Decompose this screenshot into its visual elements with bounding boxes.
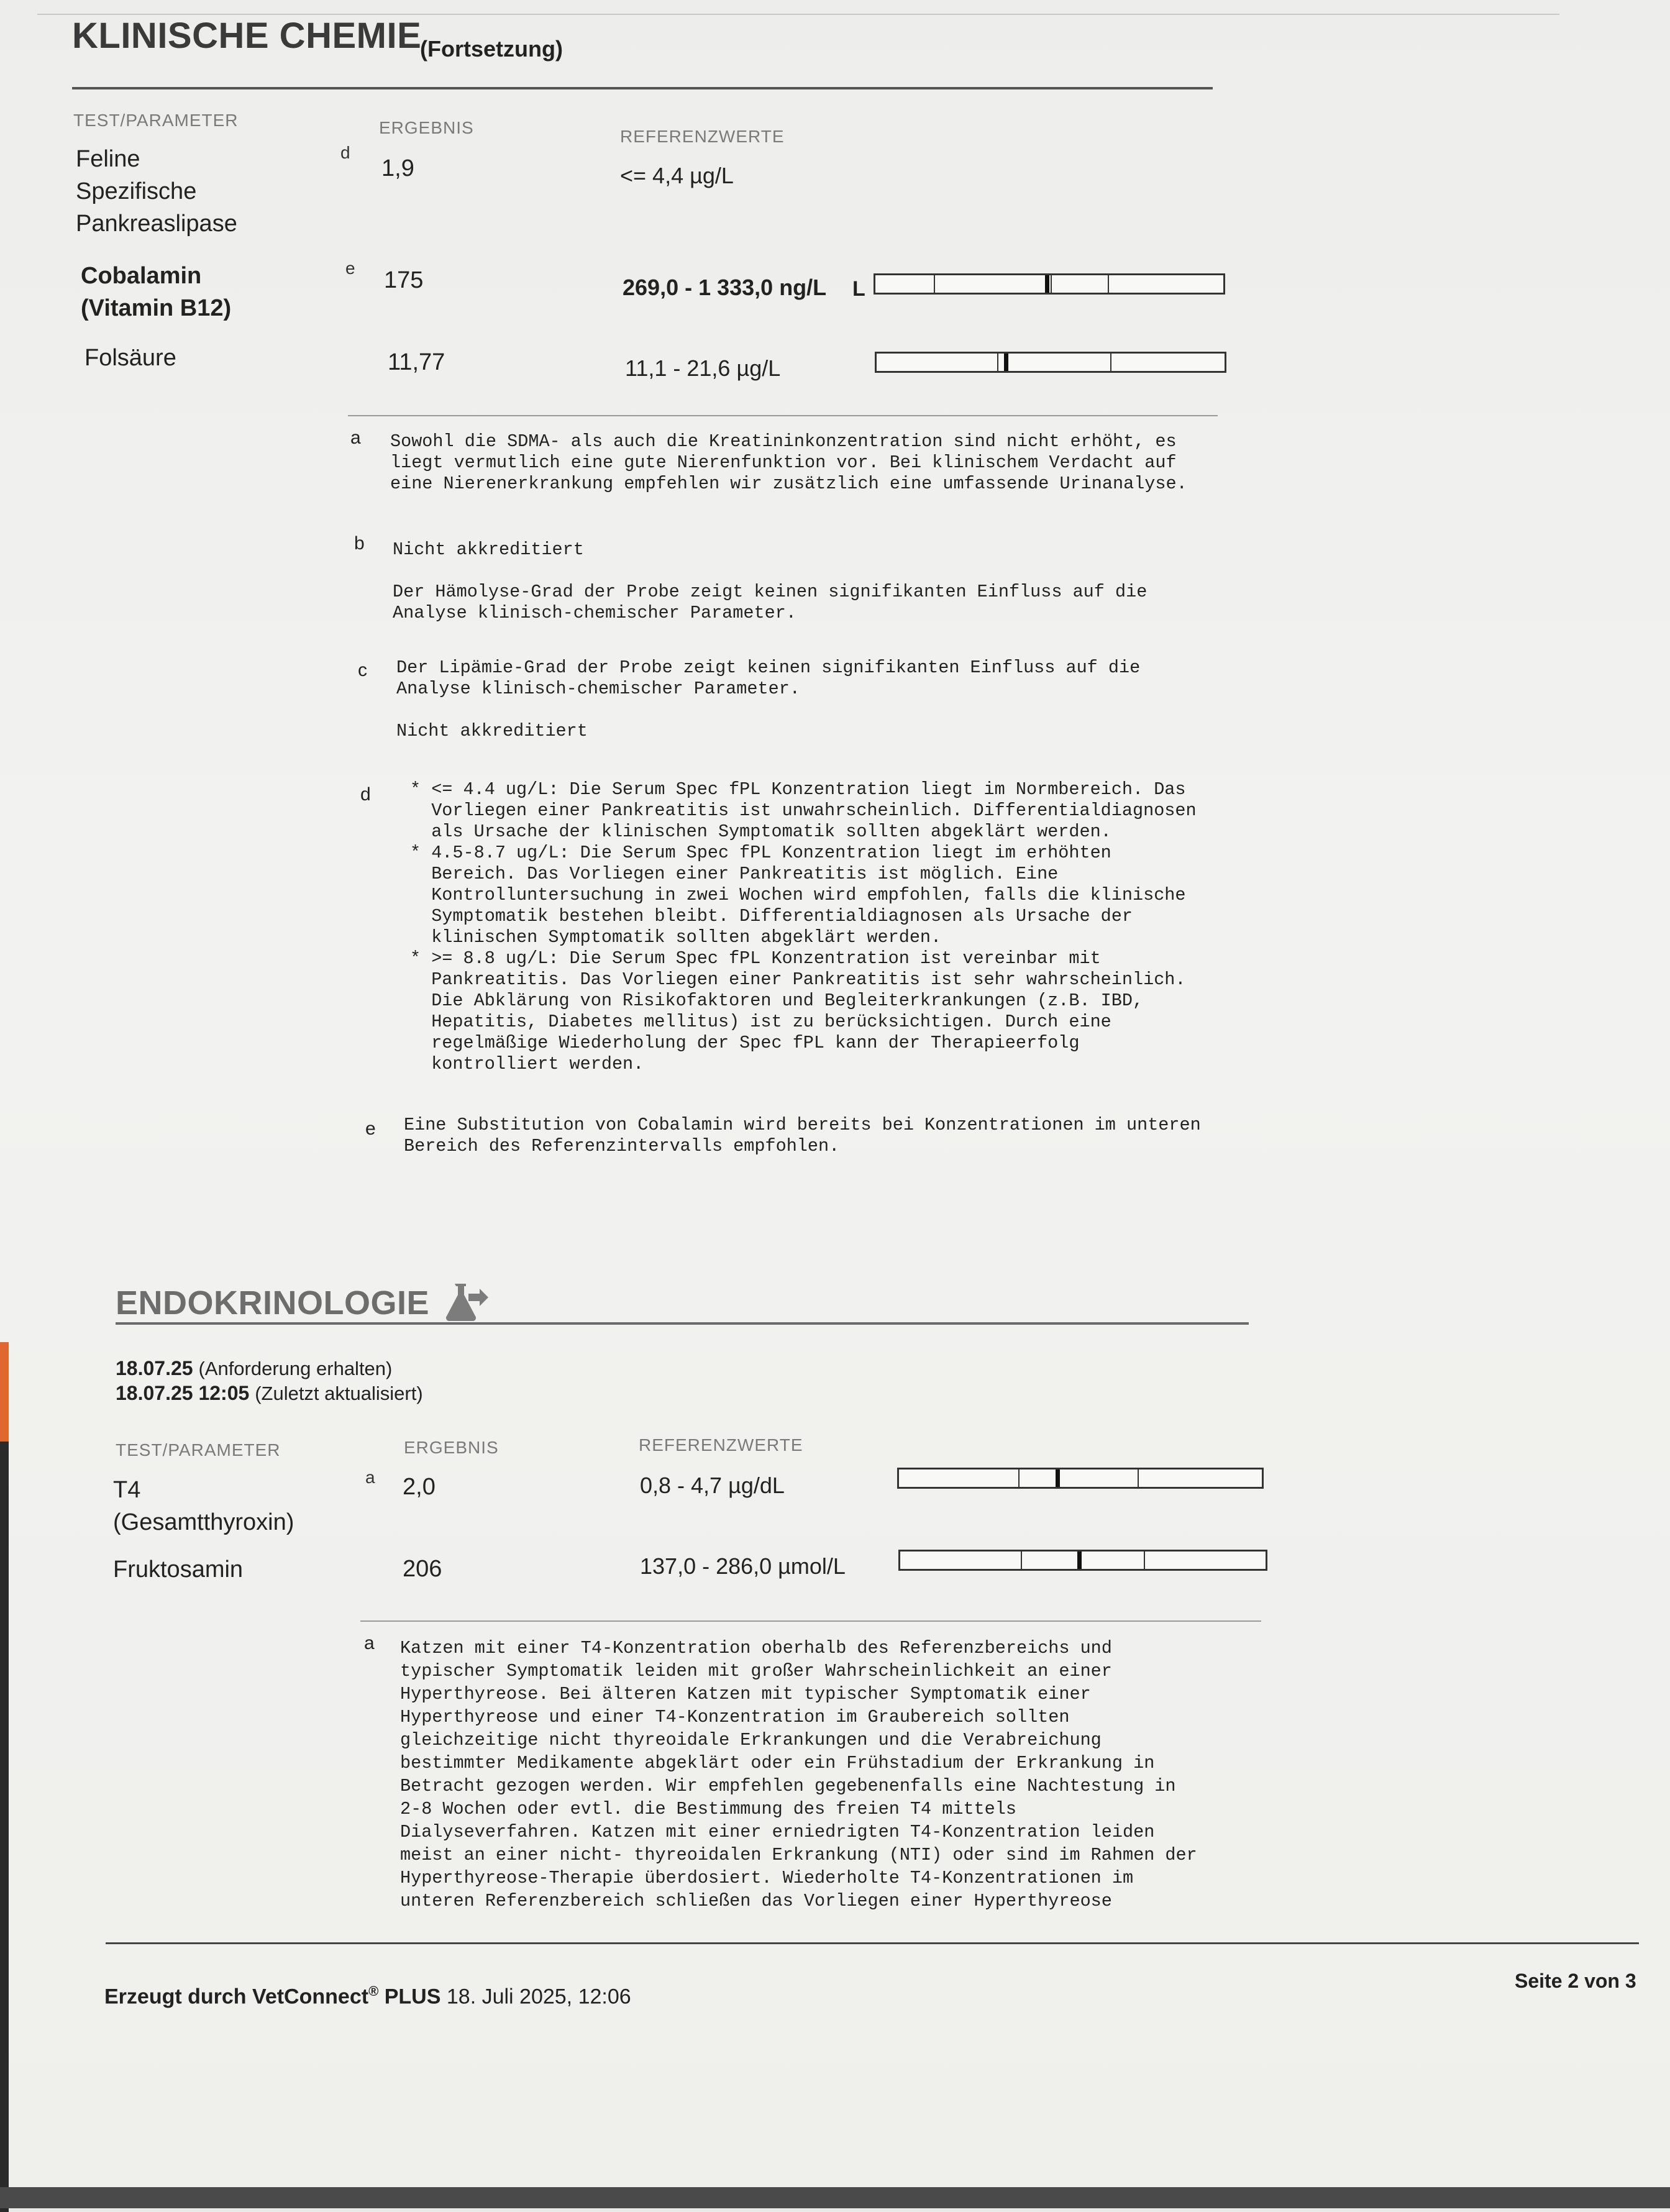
- result-value: 11,77: [388, 349, 445, 375]
- note-marker: c: [358, 660, 367, 680]
- note-text: Eine Substitution von Cobalamin wird bereits bei Konzentrationen im unteren Bereich des Referenzintervalls empfohlen.: [404, 1115, 1201, 1156]
- note-marker: a: [364, 1633, 375, 1653]
- col-header-result: ERGEBNIS: [404, 1438, 499, 1457]
- section-rule: [116, 1322, 1249, 1325]
- col-header-ref: REFERENZWERTE: [639, 1435, 803, 1455]
- date-updated: 18.07.25 12:05 (Zuletzt aktualisiert): [116, 1382, 423, 1404]
- notes-rule: [348, 415, 1218, 416]
- page-number: Seite 2 von 3: [1515, 1970, 1636, 1992]
- result-value: 2,0: [403, 1474, 436, 1500]
- footer-rule: [106, 1942, 1639, 1944]
- result-value: 206: [403, 1556, 442, 1582]
- low-flag: L: [852, 277, 865, 301]
- desk-surface: [0, 2187, 1670, 2208]
- notes-rule: [360, 1620, 1261, 1622]
- result-value: 175: [384, 267, 424, 293]
- page-edge-accent: [0, 1342, 9, 1442]
- note-marker: e: [345, 258, 355, 278]
- range-bar: [874, 273, 1225, 295]
- param-name: Feline Spezifische Pankreaslipase: [76, 146, 237, 237]
- note-marker: d: [360, 784, 371, 805]
- col-header-test: TEST/PARAMETER: [73, 111, 239, 130]
- reference-range: 137,0 - 286,0 µmol/L: [640, 1553, 846, 1579]
- note-text: Nicht akkreditiert Der Hämolyse-Grad der Probe zeigt keinen signifikanten Einfluss auf die Analyse klinisch-chemischer Parameter.: [393, 539, 1148, 623]
- note-marker: d: [340, 143, 350, 162]
- footer-generated: Erzeugt durch VetConnect® PLUS 18. Juli 2025, 12:06: [104, 1983, 631, 2009]
- reference-range: <= 4,4 µg/L: [620, 163, 734, 188]
- param-name: Folsäure: [84, 345, 176, 371]
- page-edge-shadow: [0, 1342, 9, 2212]
- note-marker: b: [354, 533, 365, 554]
- flask-icon: [445, 1281, 490, 1323]
- value-indicator: [1056, 1469, 1060, 1487]
- note-text: Der Lipämie-Grad der Probe zeigt keinen signifikanten Einfluss auf die Analyse klinisch-chemischer Parameter. Nicht akkreditiert: [396, 657, 1141, 741]
- col-header-test: TEST/PARAMETER: [116, 1440, 281, 1460]
- reference-range: 0,8 - 4,7 µg/dL: [640, 1473, 785, 1498]
- col-header-ref: REFERENZWERTE: [620, 127, 785, 146]
- note-text: Sowohl die SDMA- als auch die Kreatininkonzentration sind nicht erhöht, es liegt vermutlich eine gute Nierenfunktion vor. Bei klinischem Verdacht auf eine Nierenerkrankung empfehlen wir zusätzlich eine umfassende Urinanalyse.: [390, 431, 1187, 494]
- col-header-result: ERGEBNIS: [379, 118, 474, 137]
- note-text: Katzen mit einer T4-Konzentration oberhalb des Referenzbereichs und typischer Symptomatik leiden mit großer Wahrscheinlichkeit an einer Hyperthyreose. Bei älteren Katzen mit typischer Symptomatik einer Hyperthyreose und einer T4-Konzentration im Graubereich sollten gleichzeitige nicht thyreoidale Erkrankungen und die Verabreichung bestimmter Medikamente abgeklärt oder ein Frühstadium der Erkrankung in Betracht gezogen werden. Wir empfehlen gegebenenfalls eine Nachtestung in 2-8 Wochen oder evtl. die Bestimmung des freien T4 mittels Dialyseverfahren. Katzen mit einer erniedrigten T4-Konzentration leiden meist an einer nicht- thyreoidalen Erkrankung (NTI) oder sind im Rahmen der Hyperthyreose-Therapie überdosiert. Wiederholte T4-Konzentrationen im unteren Referenzbereich schließen das Vorliegen einer Hyperthyreose: [400, 1638, 1197, 1911]
- value-indicator: [1077, 1552, 1082, 1569]
- section-rule: [72, 87, 1213, 89]
- range-bar: [897, 1468, 1264, 1489]
- param-name: T4 (Gesamtthyroxin): [113, 1477, 294, 1535]
- section-title-klinische-chemie: KLINISCHE CHEMIE: [72, 16, 422, 56]
- note-marker: a: [350, 427, 361, 448]
- reference-range: 11,1 - 21,6 µg/L: [625, 355, 781, 381]
- note-text: * <= 4.4 ug/L: Die Serum Spec fPL Konzentration liegt im Normbereich. Das Vorliegen einer Pankreatitis ist unwahrscheinlich. Differentialdiagnosen als Ursache der klinischen Symptomatik sollten abgeklärt werden. * 4.5-8.7 ug/L: Die Serum Spec fPL Konzentration liegt im erhöhten Bereich. Das Vorliegen einer Pankreatitis ist möglich. Eine Kontrolluntersuchung in zwei Wochen wird empfohlen, falls die klinische Symptomatik bestehen bleibt. Differentialdiagnosen als Ursache der klinischen Symptomatik sollten abgeklärt werden. * >= 8.8 ug/L: Die Serum Spec fPL Konzentration ist vereinbar mit Pankreatitis. Das Vorliegen einer Pankreatitis ist sehr wahrscheinlich. Die Abklärung von Risikofaktoren und Begleiterkrankungen (z.B. IBD, Hepatitis, Diabetes mellitus) ist zu berücksichtigen. Durch eine regelmäßige Wiederholung der Spec fPL kann der Therapieerfolg kontrolliert werden.: [410, 779, 1197, 1074]
- range-bar: [898, 1550, 1267, 1571]
- range-bar: [875, 352, 1226, 373]
- section-title-endokrinologie: ENDOKRINOLOGIE: [116, 1284, 430, 1322]
- param-name: Cobalamin (Vitamin B12): [81, 263, 232, 321]
- note-marker: e: [365, 1118, 376, 1139]
- section-subtitle: (Fortsetzung): [420, 36, 563, 62]
- reference-range: 269,0 - 1 333,0 ng/L: [623, 275, 827, 300]
- note-marker: a: [365, 1468, 375, 1487]
- param-name: Fruktosamin: [113, 1556, 244, 1583]
- result-value: 1,9: [381, 155, 414, 181]
- value-indicator: [1004, 354, 1008, 371]
- value-indicator: [1045, 275, 1049, 293]
- date-received: 18.07.25 (Anforderung erhalten): [116, 1357, 393, 1379]
